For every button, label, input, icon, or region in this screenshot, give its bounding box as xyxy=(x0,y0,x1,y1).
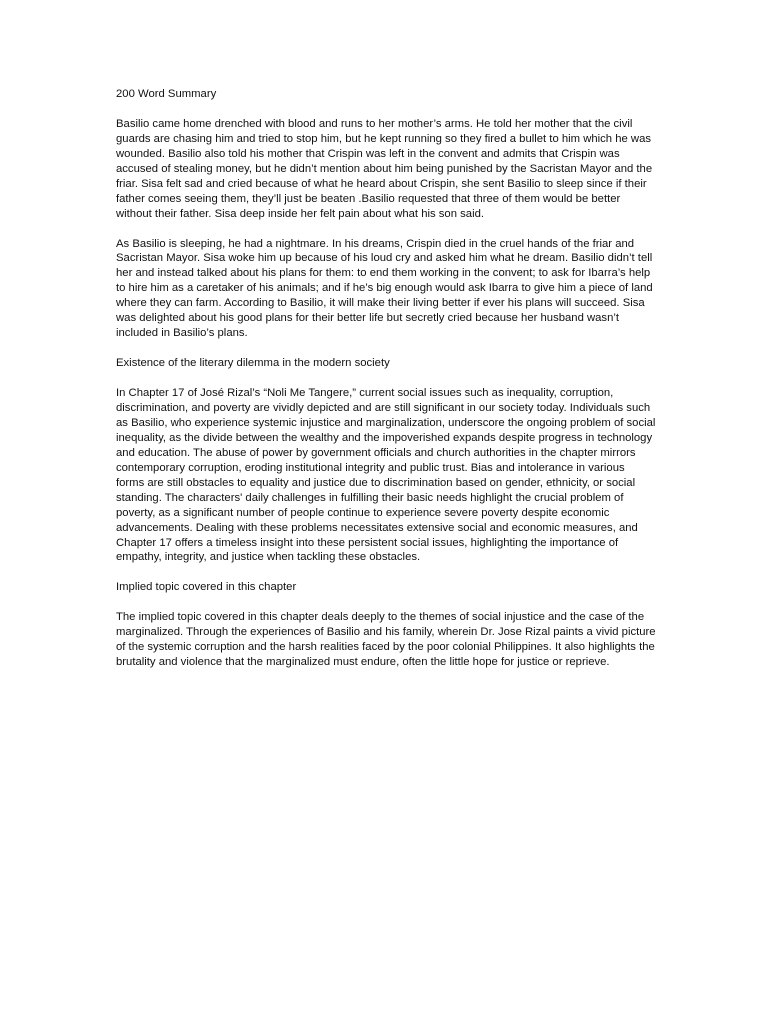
section-heading-existence: Existence of the literary dilemma in the modern society xyxy=(116,357,390,370)
section-heading-implied-topic: Implied topic covered in this chapter xyxy=(116,581,297,594)
implied-topic-paragraph: The implied topic covered in this chapter deals deeply to the themes of social injustice and the case of the marginalized. Through the experiences of Basilio and his family, wherein Dr. Jose Rizal paints a vivid picture of the systemic corruption and the harsh realities faced by the poor colonial Philippines. It also highlights the brutality and violence that the marginalized must endure, often the little hope for justice or reprieve. xyxy=(116,611,656,669)
document-page xyxy=(116,87,656,685)
summary-paragraph-2: As Basilio is sleeping, he had a nightmare. In his dreams, Crispin died in the cruel hands of the friar and Sacristan Mayor. Sisa woke him up because of his loud cry and asked him what he dream. Basilio didn’t tell her and instead talked about his plans for them: to end them working in the convent; to ask for Ibarra’s help to hire him as a caretaker of his animals; and if he’s big enough would ask Ibarra to give him a piece of land where they can farm. According to Basilio, it will make their living better if ever his plans will succeed. Sisa was delighted about his good plans for their better life but secretly cried because her husband wasn’t included in Basilio’s plans. xyxy=(116,237,653,340)
section-heading-summary: 200 Word Summary xyxy=(116,88,217,100)
existence-paragraph: In Chapter 17 of José Rizal’s “Noli Me Tangere,” current social issues such as inequality, corruption, discrimination, and poverty are vividly depicted and are still significant in our society today. Individuals such as Basilio, who experience systemic injustice and marginalization, underscore the ongoing problem of social inequality, as the divide between the wealthy and the impoverished expands despite progress in technology and education. The abuse of power by government officials and church authorities in the chapter mirrors contemporary corruption, eroding institutional integrity and public trust. Bias and intolerance in various forms are still obstacles to equality and justice due to discrimination based on gender, ethnicity, or social standing. The characters' daily challenges in fulfilling their basic needs highlight the crucial problem of poverty, as a significant number of people continue to experience severe poverty despite economic advancements. Dealing with these problems necessitates extensive social and economic measures, and Chapter 17 offers a timeless insight into these persistent social issues, highlighting the importance of empathy, integrity, and justice when tackling these obstacles. xyxy=(116,387,656,564)
summary-paragraph-1: Basilio came home drenched with blood and runs to her mother’s arms. He told her mother that the civil guards are chasing him and tried to stop him, but he kept running so they fired a bullet to him which he was wounded. Basilio also told his mother that Crispin was left in the convent and admits that Crispin was accused of stealing money, but he didn’t mention about him being punished by the Sacristan Mayor and the friar. Sisa felt sad and cried because of what he heard about Crispin, she sent Basilio to sleep since if their father comes seeing them, they’ll just be beaten .Basilio requested that three of them would be better without their father. Sisa deep inside her felt pain about what his son said. xyxy=(116,117,653,220)
